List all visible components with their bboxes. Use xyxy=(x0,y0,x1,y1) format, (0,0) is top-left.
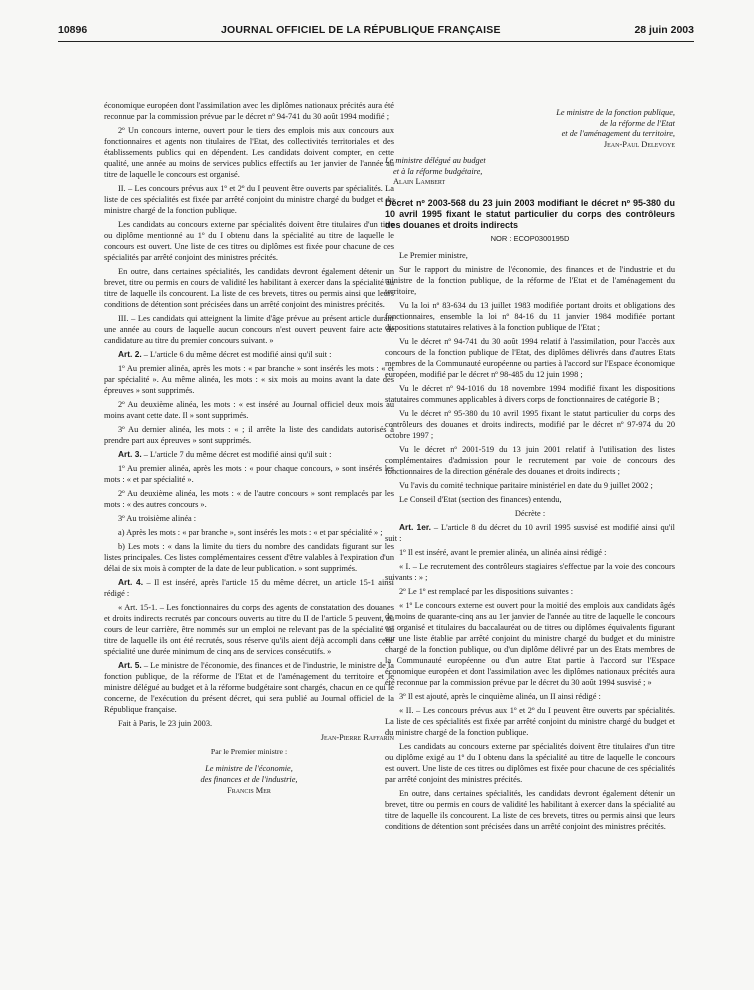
minister-eco-signature xyxy=(104,746,394,796)
decree-title: Décret nº 2003-568 du 23 juin 2003 modifiant le décret nº 95-380 du 10 avril 1995 fixant le statut particulier du corps des contrôleurs des douanes et droits indirects xyxy=(385,197,675,230)
paragraph: « Art. 15-1. – Les fonctionnaires du corps des agents de constatation des douanes et droits indirects recrutés par concours ouverts au titre du II de l'article 5 peuvent, au cours de leur carrière, être nommés sur un emploi ne relevant pas de la spécialité au titre de laquelle ils ont été recrutés, sous réserve qu'ils aient déjà accompli dans cette spécialité une durée minimum de cinq ans de services consécutifs. » xyxy=(104,603,394,656)
paragraph: b) Les mots : « dans la limite du tiers du nombre des candidats figurant sur les listes principales. Ces listes complémentaires cessent d'être valables à l'expiration d'un délai de six mois à compter de la date de leur publication. » sont supprimés. xyxy=(104,542,394,573)
paragraph: a) Après les mots : « par branche », sont insérés les mots : « et par spécialité » ; xyxy=(118,528,383,537)
page-header xyxy=(58,22,694,42)
paragraph: Les candidats au concours externe par spécialités doivent être titulaires d'un titre ou diplôme exigé au 1º du I obtenu dans la spécialité au titre de laquelle le concours est ouvert. Une liste de ces titres ou diplômes est fixée pour chacune de ces spécialités par arrêté conjoint des ministres précités. xyxy=(385,741,675,784)
article-label: Art. 5. xyxy=(118,660,142,670)
paragraph: III. – Les candidats qui atteignent la limite d'âge prévue au présent article durant une année au cours de laquelle aucun concours n'est ouvert peuvent faire acte de candidature au titre du premier concours suivant. » xyxy=(104,314,394,345)
decrete-heading: Décrète : xyxy=(514,508,546,518)
paragraph: En outre, dans certaines spécialités, les candidats devront également détenir un brevet, titre ou permis en cours de validité les habilitant à exercer dans la spécialité au titre de laquelle ils concourent. La liste de ces brevets, titres ou permis ainsi que leurs conditions de détention sont précisées dans un arrêté conjoint des ministres précités. xyxy=(104,267,394,309)
paragraph: En outre, dans certaines spécialités, les candidats devront également détenir un brevet, titre ou permis en cours de validité les habilitant à exercer dans la spécialité au titre de laquelle ils concourent. La liste de ces brevets, titres ou permis ainsi que leurs conditions de détention sont précisées dans un arrêté conjoint des ministres précités. xyxy=(385,788,675,831)
minister-title-line: Le ministre de l'économie, xyxy=(205,764,293,773)
prime-minister-signature: Jean-Pierre Raffarin xyxy=(320,733,394,742)
article-label: Art. 3. xyxy=(118,449,142,459)
page-number: 10896 xyxy=(58,24,88,36)
minister-name: Alain Lambert xyxy=(393,177,446,186)
paragraph: Vu la loi nº 83-634 du 13 juillet 1983 modifiée portant droits et obligations des fonctionnaires, ensemble la loi nº 84-16 du 11 janvier 1984 modifiée portant dispositions statutaires relatives à la fonction publique de l'Etat ; xyxy=(385,300,675,332)
article-text: – Il est inséré, après l'article 15 du même décret, un article 15-1 ainsi rédigé : xyxy=(104,578,395,598)
paragraph: Sur le rapport du ministre de l'économie, des finances et de l'industrie et du ministre de la fonction publique, de la réforme de l'Etat et de l'aménagement du territoire, xyxy=(385,264,675,296)
paragraph: 2º Un concours interne, ouvert pour le tiers des emplois mis aux concours aux fonctionnaires et agents non titulaires de l'Etat, des collectivités territoriales et des établissements publics qui en dépendent. Les candidats doivent compter, en cette qualité, une année au moins de services publics effectifs au 1er janvier de l'année au titre de laquelle le concours est organisé. xyxy=(104,126,394,179)
paragraph: 2º Le 1º est remplacé par les dispositions suivantes : xyxy=(399,586,574,596)
paragraph: 2º Au deuxième alinéa, les mots : « de l'autre concours » sont remplacés par les mots : « des autres concours ». xyxy=(104,489,394,509)
article-1 xyxy=(385,522,675,544)
paragraph: II. – Les concours prévus aux 1º et 2º du I peuvent être ouverts par spécialités. La liste de ces spécialités est fixée par arrêté conjoint du ministre chargé du budget et du ministre chargé de la fonction publique. xyxy=(104,184,394,215)
paragraph: 3º Au troisième alinéa : xyxy=(118,514,197,523)
paragraph: « 1º Le concours externe est ouvert pour la moitié des emplois aux candidats âgés de moins de quarante-cinq ans au 1er janvier de l'année au titre de laquelle le concours est organisé et titulaires du baccalauréat ou de titres ou diplômes équivalents figurant sur une liste établie par arrêté conjoint du ministre chargé du budget et du ministre chargé de la fonction publique, ou d'un diplôme délivré par un des Etats membres de la Communauté européenne ou d'un autre Etat partie à l'accord sur l'Espace économique européen et dont l'assimilation avec les diplômes nationaux précités aura été reconnue par la commission prévue par le décret du 30 août 1994 susvisé ; » xyxy=(385,600,675,687)
paragraph: Vu le décret nº 94-741 du 30 août 1994 relatif à l'assimilation, pour l'accès aux concours de la fonction publique de l'Etat, des diplômes délivrés dans d'autres Etats membres de la Communauté européenne ou parties à l'accord sur l'Espace économique européen, modifié par le décret nº 98-485 du 12 juin 1998 ; xyxy=(385,336,675,379)
minister-title-line: Le ministre de la fonction publique, xyxy=(556,108,675,117)
article-label: Art. 2. xyxy=(118,349,142,359)
signature-place-date: Fait à Paris, le 23 juin 2003. xyxy=(118,719,213,728)
article-text: – L'article 6 du même décret est modifié ainsi qu'il suit : xyxy=(141,350,332,359)
article-label: Art. 4. xyxy=(118,577,144,587)
minister-title-line: Le ministre délégué au budget xyxy=(385,156,486,165)
minister-title-line: de la réforme de l'Etat xyxy=(599,118,675,128)
journal-title: JOURNAL OFFICIEL DE LA RÉPUBLIQUE FRANÇAISE xyxy=(220,24,501,36)
article-text: – Le ministre de l'économie, des finances et de l'industrie, le ministre de la fonction publique, de la réforme de l'Etat et de l'aménagement du territoire et le ministre délégué au budget et à la réforme budgétaire sont chargés, chacun en ce qui le concerne, de l'exécution du présent décret, qui sera publié au Journal officiel de la République française. xyxy=(104,661,394,714)
par-premier-ministre: Par le Premier ministre : xyxy=(210,747,288,756)
paragraph: Vu le décret nº 2001-519 du 13 juin 2001 relatif à l'utilisation des listes complémentaires d'admission pour le recrutement par voie de concours des fonctionnaires de la direction générale des douanes et droits indirects ; xyxy=(385,444,675,476)
paragraph: Le Conseil d'Etat (section des finances) entendu, xyxy=(399,494,562,504)
paragraph: 1º Au premier alinéa, après les mots : « par branche » sont insérés les mots : « et par spécialité ». Au même alinéa, les mots : « six mois au moins avant la date des épreuves » sont supprimés. xyxy=(104,364,394,395)
minister-title-line: et à la réforme budgétaire, xyxy=(393,166,483,176)
article-3 xyxy=(104,449,394,460)
paragraph: « I. – Le recrutement des contrôleurs stagiaires s'effectue par la voie des concours suivants : » ; xyxy=(385,561,675,582)
paragraph: 3º Il est ajouté, après le cinquième alinéa, un II ainsi rédigé : xyxy=(399,691,601,701)
article-4 xyxy=(104,577,394,599)
paragraph: 1º Il est inséré, avant le premier alinéa, un alinéa ainsi rédigé : xyxy=(399,547,607,557)
paragraph: Les candidats au concours externe par spécialités doivent être titulaires d'un titre ou diplôme mentionné au 1º du I obtenu dans la spécialité au titre de laquelle le concours est ouvert. Une liste de ces titres ou diplômes est fixée pour chacune de ces spécialités par arrêté conjoint des ministres précités. xyxy=(104,220,394,262)
minister-budget-signature xyxy=(385,156,675,188)
nor-reference: NOR : ECOP0300195D xyxy=(490,233,570,243)
left-column xyxy=(104,100,394,796)
article-text: – L'article 8 du décret du 10 avril 1995 susvisé est modifié ainsi qu'il suit : xyxy=(385,522,675,543)
paragraph: Vu l'avis du comité technique paritaire ministériel en date du 9 juillet 2002 ; xyxy=(399,480,653,490)
paragraph: économique européen dont l'assimilation avec les diplômes nationaux précités aura été reconnue par la commission prévue par le décret nº 94-741 du 30 août 1994 modifié ; xyxy=(104,101,394,121)
minister-title-line: et de l'aménagement du territoire, xyxy=(561,129,675,138)
paragraph: Vu le décret nº 95-380 du 10 avril 1995 fixant le statut particulier du corps des contrôleurs des douanes et droits indirects, modifié par le décret nº 97-974 du 20 octobre 1997 ; xyxy=(385,408,675,440)
minister-title-line: des finances et de l'industrie, xyxy=(200,775,298,784)
article-5 xyxy=(104,660,394,715)
minister-name: Francis Mer xyxy=(227,786,271,795)
paragraph: 2º Au deuxième alinéa, les mots : « est inséré au Journal officiel deux mois au moins avant cette date. Il » sont supprimés. xyxy=(104,400,394,420)
paragraph: « II. – Les concours prévus aux 1º et 2º du I peuvent être ouverts par spécialités. La liste de ces spécialités est fixée par arrêté conjoint du ministre chargé du budget et du ministre chargé de la fonction publique. xyxy=(385,705,675,737)
article-2 xyxy=(104,349,394,360)
article-text: – L'article 7 du même décret est modifié ainsi qu'il suit : xyxy=(141,450,332,459)
minister-fp-signature xyxy=(385,108,675,150)
minister-name: Jean-Paul Delevoye xyxy=(603,139,675,149)
paragraph: 1º Au premier alinéa, après les mots : « pour chaque concours, » sont insérés les mots : « et par spécialité ». xyxy=(104,464,394,484)
paragraph: Le Premier ministre, xyxy=(399,250,468,260)
right-column xyxy=(385,108,675,835)
paragraph: Vu le décret nº 94-1016 du 18 novembre 1994 modifié fixant les dispositions statutaires communes applicables à divers corps de fonctionnaires de catégorie B ; xyxy=(385,383,675,404)
paragraph: 3º Au dernier alinéa, les mots : « ; il arrête la liste des candidats autorisés à prendre part aux épreuves » sont supprimés. xyxy=(104,425,394,445)
article-label: Art. 1er. xyxy=(399,521,431,532)
publication-date: 28 juin 2003 xyxy=(634,24,694,36)
